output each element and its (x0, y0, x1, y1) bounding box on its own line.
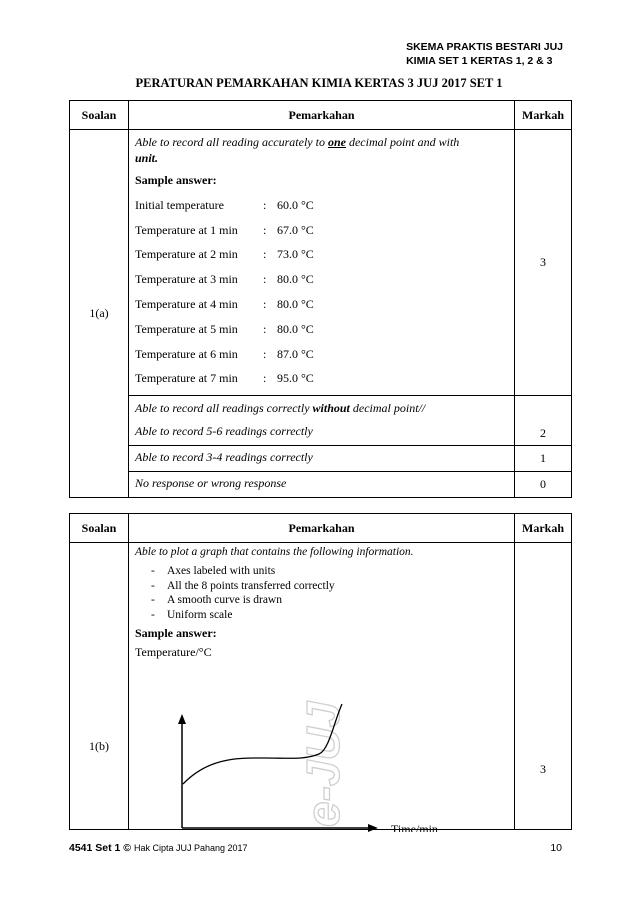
marking-table-1a (69, 100, 572, 498)
page-title: PERATURAN PEMARKAHAN KIMIA KERTAS 3 JUJ 2017 SET 1 (135, 76, 503, 90)
graph-y-label: Temperature/°C (135, 645, 212, 659)
criterion-emphasis: without (312, 401, 350, 416)
mark-value: 2 (515, 396, 572, 446)
header-pemarkahan: Pemarkahan (129, 514, 515, 543)
question-number: 1(b) (70, 543, 129, 830)
sample-answer-label: Sample answer: (135, 173, 217, 187)
table-row (70, 396, 572, 446)
list-item: - Axes labeled with units (151, 564, 514, 579)
sample-graph (129, 662, 514, 832)
table-row (70, 130, 572, 396)
criterion-2-marks: Able to record all readings correctly without decimal point// Able to record 5-6 readings correctly (129, 396, 515, 446)
reading-row: Temperature at 1 min : 67.0 °C (135, 222, 314, 237)
question-number: 1(a) (70, 130, 129, 498)
criterion-emphasis: one (327, 135, 346, 149)
reading-row: Temperature at 2 min : 73.0 °C (135, 247, 314, 262)
criterion-full-marks (129, 130, 515, 396)
readings-list (135, 193, 508, 391)
header-markah: Markah (515, 101, 572, 130)
sample-answer-label: Sample answer: (135, 626, 217, 640)
header-soalan: Soalan (70, 101, 129, 130)
criterion-text: Able to record 5-6 readings correctly (135, 424, 313, 439)
document-header (406, 40, 563, 68)
reading-row: Temperature at 7 min : 95.0 °C (135, 371, 314, 386)
svg-text:e-JUJ: e-JUJ (297, 701, 349, 827)
list-item: - A smooth curve is drawn (151, 593, 514, 608)
reading-row: Initial temperature : 60.0 °C (135, 197, 314, 212)
header-soalan: Soalan (70, 514, 129, 543)
mark-value: 1 (515, 446, 572, 472)
footer-copyright: Hak Cipta JUJ Pahang 2017 (133, 843, 248, 853)
header-pemarkahan: Pemarkahan (129, 101, 515, 130)
criterion-unit: unit. (135, 151, 159, 165)
list-item: - Uniform scale (151, 608, 514, 623)
mark-value: 0 (515, 472, 572, 498)
graph-x-label: Time/min (391, 822, 438, 832)
reading-row: Temperature at 4 min : 80.0 °C (135, 297, 314, 312)
x-axis-arrow (368, 824, 378, 832)
watermark (297, 700, 349, 827)
reading-row: Temperature at 6 min : 87.0 °C (135, 346, 314, 361)
list-item: - All the 8 points transferred correctly (151, 579, 514, 594)
header-markah: Markah (515, 514, 572, 543)
table-row (70, 472, 572, 498)
page-footer (69, 842, 562, 854)
table-header-row (70, 101, 572, 130)
criterion-text: Able to plot a graph that contains the following information. (135, 546, 414, 558)
mark-value: 3 (515, 543, 572, 830)
reading-row: Temperature at 5 min : 80.0 °C (135, 321, 314, 336)
criterion-0-marks: No response or wrong response (129, 472, 515, 498)
criteria-list (151, 564, 514, 622)
table-header-row (70, 514, 572, 543)
table-row (70, 446, 572, 472)
marking-table-1b (69, 513, 572, 830)
table-row (70, 543, 572, 830)
page-number: 10 (550, 842, 562, 854)
footer-code: 4541 Set 1 © (69, 842, 132, 854)
mark-value: 3 (515, 130, 572, 396)
y-axis-arrow (178, 714, 186, 724)
criterion-text: Able to record all reading accurately to (135, 135, 328, 149)
criterion-text-end: decimal point and with (345, 135, 460, 149)
reading-row: Temperature at 3 min : 80.0 °C (135, 272, 314, 287)
header-line-1: SKEMA PRAKTIS BESTARI JUJ (406, 41, 563, 53)
graph-criterion-cell (129, 543, 515, 830)
header-line-2: KIMIA SET 1 KERTAS 1, 2 & 3 (406, 55, 553, 67)
criterion-1-mark: Able to record 3-4 readings correctly (129, 446, 515, 472)
